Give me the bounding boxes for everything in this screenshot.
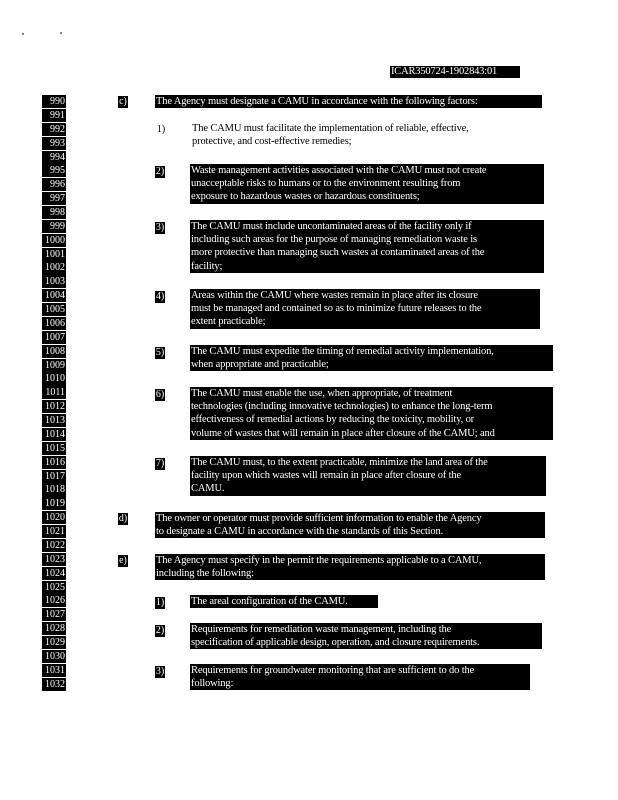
line-number: 1011 [42, 386, 66, 399]
section-e-label: e) [119, 555, 127, 566]
text-line: effectiveness of remedial actions by reducing the toxicity, mobility, or [191, 414, 475, 426]
text-line: when appropriate and practicable; [191, 359, 329, 371]
text-line: more protective than managing such wastes at contaminated areas of the [191, 247, 485, 259]
text-line: technologies (including innovative technologies) to enhance the long-term [191, 401, 493, 413]
text-line: following: [191, 678, 234, 690]
item-c2-text [190, 164, 544, 204]
section-d-text [155, 512, 545, 538]
line-number: 1022 [42, 539, 66, 552]
line-number: 1006 [42, 317, 66, 330]
line-number: 1016 [42, 456, 66, 469]
text-line: The Agency must designate a CAMU in accordance with the following factors: [156, 96, 478, 107]
item-c4-label: 4) [155, 291, 165, 302]
line-number: 1030 [42, 650, 66, 663]
item-c7-label: 7) [155, 458, 165, 469]
item-c5-label: 5) [155, 347, 165, 358]
section-d-label: d) [118, 513, 128, 524]
text-line: Requirements for groundwater monitoring that are sufficient to do the [191, 665, 475, 676]
item-c5-text [190, 345, 553, 371]
line-number: 1025 [42, 581, 66, 594]
scan-speck [22, 33, 24, 35]
text-line: facility upon which wastes will remain in place after closure of the [191, 470, 461, 482]
item-e2-text [190, 623, 542, 649]
text-line: unacceptable risks to humans or to the environment resulting from [191, 178, 461, 190]
section-e-text [155, 554, 545, 580]
text-line: including such areas for the purpose of managing remediation waste is [191, 234, 477, 246]
line-number: 990 [42, 95, 66, 108]
line-number: 1020 [42, 511, 66, 524]
line-number: 1004 [42, 289, 66, 302]
line-number: 1021 [42, 525, 66, 538]
text-line: The owner or operator must provide sufficient information to enable the Agency [156, 513, 482, 524]
line-number: 991 [42, 109, 66, 122]
line-number: 1024 [42, 567, 66, 580]
line-number: 1015 [42, 442, 66, 455]
line-number: 1027 [42, 608, 66, 621]
text-line: to designate a CAMU in accordance with the standards of this Section. [156, 526, 444, 538]
text-line: volume of wastes that will remain in place after closure of the CAMU; and [191, 427, 495, 439]
item-c1-text [192, 122, 537, 148]
text-line: The CAMU must, to the extent practicable, minimize the land area of the [191, 457, 488, 468]
item-c6-text [190, 387, 553, 440]
line-number: 1028 [42, 622, 66, 635]
item-e3-label: 3) [155, 666, 165, 677]
text-line: The Agency must specify in the permit the requirements applicable to a CAMU, [156, 555, 482, 566]
text-line: The areal configuration of the CAMU. [191, 596, 348, 607]
text-line: The CAMU must expedite the timing of remedial activity implementation, [191, 346, 494, 357]
item-e1-text [190, 595, 378, 608]
line-number: 1008 [42, 345, 66, 358]
text-line: The CAMU must enable the use, when appropriate, of treatment [191, 388, 453, 399]
document-id: ICAR350724-1902843:01 [390, 66, 520, 78]
scan-speck [60, 32, 62, 34]
item-e2-label: 2) [155, 625, 165, 636]
line-number: 1014 [42, 428, 66, 441]
text-line: Waste management activities associated with the CAMU must not create [191, 165, 487, 176]
line-number: 1032 [42, 678, 66, 691]
item-c3-label: 3) [155, 222, 165, 233]
text-line: must be managed and contained so as to minimize future releases to the [191, 303, 482, 315]
line-number: 1023 [42, 553, 66, 566]
line-number: 994 [42, 151, 66, 164]
item-c4-text [190, 289, 540, 329]
text-line: The CAMU must facilitate the implementation of reliable, effective, [192, 123, 469, 134]
text-line: CAMU. [191, 483, 225, 495]
line-number: 1003 [42, 275, 66, 288]
line-number: 1019 [42, 497, 66, 510]
item-e3-text [190, 664, 530, 690]
line-number: 1009 [42, 359, 66, 372]
item-c2-label: 2) [155, 166, 165, 177]
line-number: 995 [42, 164, 66, 177]
line-number: 1007 [42, 331, 66, 344]
line-number: 1031 [42, 664, 66, 677]
line-number: 997 [42, 192, 66, 205]
line-number: 1005 [42, 303, 66, 316]
line-number: 1002 [42, 261, 66, 274]
line-number: 1001 [42, 248, 66, 261]
item-c3-text [190, 220, 544, 273]
line-number: 1013 [42, 414, 66, 427]
item-c7-text [190, 456, 546, 496]
line-number: 1029 [42, 636, 66, 649]
section-c-text [155, 95, 542, 108]
item-c1-label: 1) [156, 124, 166, 135]
line-number: 1026 [42, 594, 66, 607]
line-number: 999 [42, 220, 66, 233]
line-number: 996 [42, 178, 66, 191]
text-line: including the following: [156, 568, 254, 580]
line-number: 1012 [42, 400, 66, 413]
line-number: 1018 [42, 483, 66, 496]
line-number: 998 [42, 206, 66, 219]
line-number: 993 [42, 137, 66, 150]
text-line: exposure to hazardous wastes or hazardous constituents; [191, 191, 420, 203]
line-number: 1000 [42, 234, 66, 247]
text-line: The CAMU must include uncontaminated areas of the facility only if [191, 221, 472, 232]
text-line: Areas within the CAMU where wastes remain in place after its closure [191, 290, 478, 301]
text-line: extent practicable; [191, 316, 266, 328]
line-number: 1017 [42, 470, 66, 483]
text-line: facility; [191, 260, 223, 272]
text-line: Requirements for remediation waste management, including the [191, 624, 452, 635]
item-c6-label: 6) [155, 389, 165, 400]
line-number: 1010 [42, 372, 66, 385]
text-line: protective, and cost-effective remedies; [192, 136, 352, 148]
item-e1-label: 1) [155, 597, 165, 608]
text-line: specification of applicable design, operation, and closure requirements. [191, 637, 480, 649]
section-c-label: c) [119, 96, 127, 107]
line-number: 992 [42, 123, 66, 136]
